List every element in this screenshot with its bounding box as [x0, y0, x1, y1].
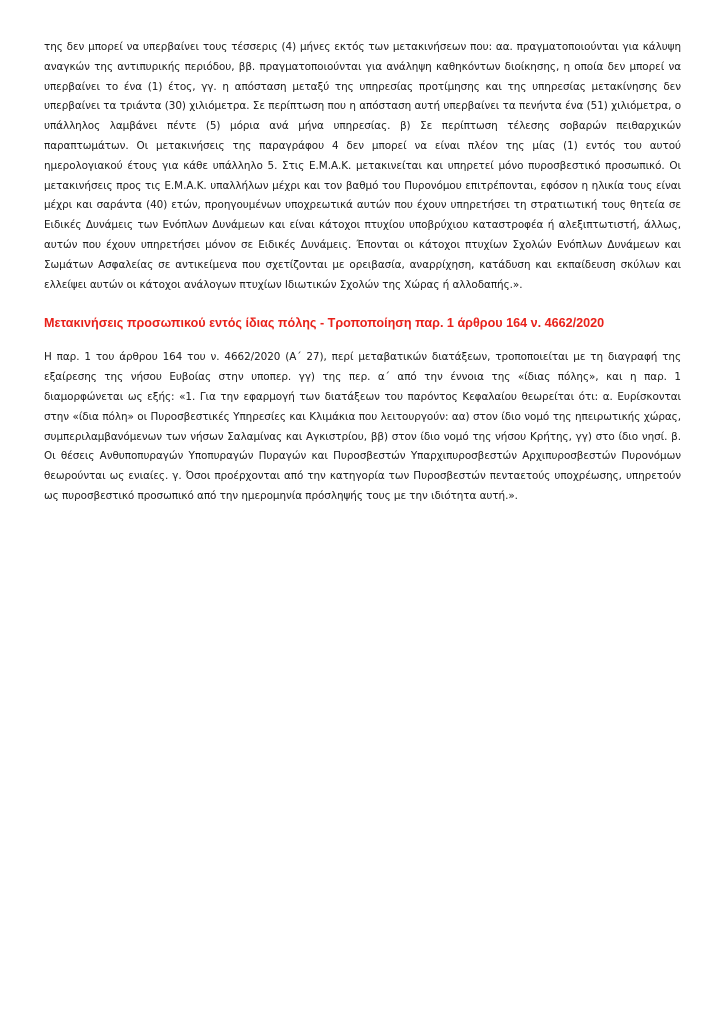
section-heading: Μετακινήσεις προσωπικού εντός ίδιας πόλης - Τροποποίηση παρ. 1 άρθρου 164 ν. 4662/2020 [44, 316, 605, 331]
body-paragraph-1: της δεν μπορεί να υπερβαίνει τους τέσσερις (4) μήνες εκτός των μετακινήσεων που: αα. πραγματοποιούνται για κάλυψη αναγκών της αντιπυρικής περιόδου, ββ. πραγματοποιούνται για ανάληψη καθηκόντων διοίκησης, η οποία δεν μπορεί να υπερβαίνει το ένα (1) έτος, γγ. η απόσταση μεταξύ της υπηρεσίας προτίμησης και της υπηρεσίας μετακίνησης δεν υπερβαίνει τα τριάντα (30) χιλιόμετρα. Σε περίπτωση που η απόσταση αυτή υπερβαίνει τα πενήντα ένα (51) χιλιόμετρα, ο υπάλληλος λαμβάνει πέντε (5) μόρια ανά μήνα υπηρεσίας. β) Σε περίπτωση τέλεσης σοβαρών πειθαρχικών παραπτωμάτων. Οι μετακινήσεις της παραγράφου 4 δεν μπορεί να είναι πλέον της μίας (1) εντός του αυτού ημερολογιακού έτους για κάθε υπάλληλο 5. Στις Ε.Μ.Α.Κ. μετακινείται και υπηρετεί μόνο πυροσβεστικό προσωπικό. Οι μετακινήσεις προς τις Ε.Μ.Α.Κ. υπαλλήλων μέχρι και τον βαθμό του Πυρονόμου επιτρέπονται, εφόσον η ηλικία τους είναι μέχρι και σαράντα (40) ετών, προηγουμένων υποχρεωτικά αυτών που έχουν υπηρετήσει τη στρατιωτική τους θητεία σε Ειδικές Δυνάμεις των Ενόπλων Δυνάμεων και είναι κάτοχοι πτυχίου υποβρύχιου καταστροφέα ή αλεξιπτωτιστή, άλλως, αυτών που έχουν υπηρετήσει μόνον σε Ειδικές Δυνάμεις. Έπονται οι κάτοχοι πτυχίων Σχολών Ενόπλων Δυνάμεων και Σωμάτων Ασφαλείας σε αντικείμενα που σχετίζονται με ορειβασία, αναρρίχηση, κατάδυση και εκπαίδευση σκύλων και ελλείψει αυτών οι κάτοχοι ανάλογων πτυχίων Ιδιωτικών Σχολών της Χώρας ή αλλοδαπής.». [44, 41, 681, 291]
body-paragraph-2: Η παρ. 1 του άρθρου 164 του ν. 4662/2020 (Α΄ 27), περί μεταβατικών διατάξεων, τροποποιείται με τη διαγραφή της εξαίρεσης της νήσου Ευβοίας στην υποπερ. γγ) της περ. α΄ από την έννοια της «ίδιας πόλης», και η παρ. 1 διαμορφώνεται ως εξής: «1. Για την εφαρμογή των διατάξεων του παρόντος Κεφαλαίου θεωρείται ότι: α. Ευρίσκονται στην «ίδια πόλη» οι Πυροσβεστικές Υπηρεσίες και Κλιμάκια που λειτουργούν: αα) στον ίδιο νομό της ηπειρωτικής χώρας, συμπεριλαμβανόμενων των νήσων Σαλαμίνας και Αγκιστρίου, ββ) στον ίδιο νομό της νήσου Κρήτης, γγ) στο ίδιο νησί. β. Οι θέσεις Ανθυποπυραγών Υποπυραγών Πυραγών και Πυροσβεστών Υπαρχιπυροσβεστών Αρχιπυροσβεστών Πυρονόμων θεωρούνται ως ενιαίες. γ. Όσοι προέρχονται από την κατηγορία των Πυροσβεστών πενταετούς υποχρέωσης, υπηρετούν ως πυροσβεστικό προσωπικό από την ημερομηνία πρόσληψής τους με την ιδιότητα αυτή.». [44, 351, 681, 502]
document-page [44, 38, 681, 507]
